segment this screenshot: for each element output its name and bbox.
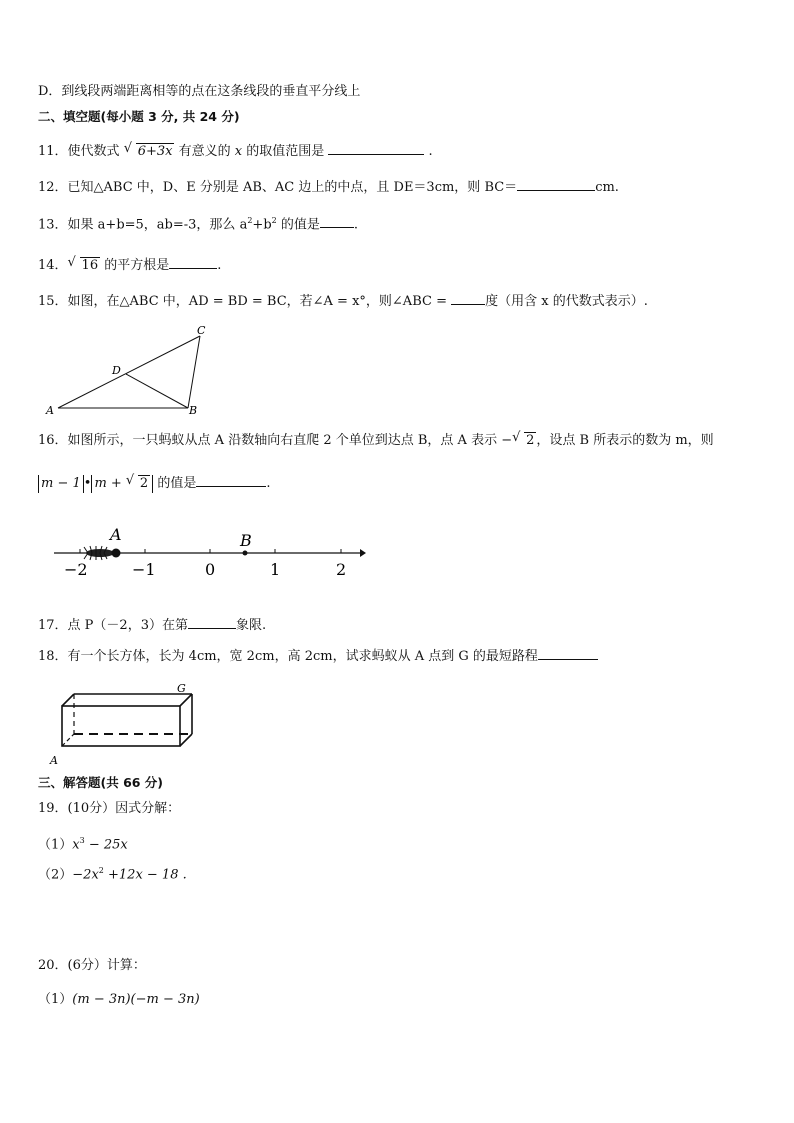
q17-answer-blank[interactable] [188, 614, 236, 629]
question-11 [38, 140, 433, 161]
q19-2-post: +12x − 18 . [103, 867, 187, 883]
q14-radical: √ 16 [67, 255, 99, 273]
q11-text: 11．使代数式 [38, 144, 124, 159]
q16-abs-1: m − 1 [38, 475, 84, 493]
tick-label-neg2: −2 [64, 560, 88, 579]
q15-text-2: 度（用含 x 的代数式表示）. [485, 294, 648, 309]
box-edge-top-left [62, 694, 74, 706]
question-19-part-1 [38, 832, 128, 854]
label-b: B [240, 531, 252, 550]
q19-2-label: （2） [38, 867, 73, 883]
question-17 [38, 614, 266, 635]
q11-radical: √ 6+3x [123, 141, 173, 159]
q13-text-2: 的值是 [276, 217, 320, 233]
q11-text-2: 有意义的 [178, 144, 235, 159]
q14-radicand: 16 [81, 258, 99, 273]
q19-1-post: − 25x [84, 837, 128, 853]
segment-bd [126, 374, 188, 408]
question-19-part-2 [38, 862, 187, 884]
q16-abs-2-text: m + [94, 476, 126, 491]
label-c: C [197, 324, 206, 337]
question-13 [38, 212, 358, 234]
section-solve-title: 三、解答题(共 66 分) [38, 775, 164, 790]
label-a: A [110, 525, 122, 544]
q16-abs-2 [91, 475, 153, 493]
q13-mid: +b [252, 217, 272, 233]
label-d: D [112, 364, 121, 377]
question-16-line-2 [38, 472, 270, 493]
q14-answer-blank[interactable] [169, 254, 217, 269]
q19-1-expr: x [72, 837, 80, 853]
section-fill-in-title: 二、填空题(每小题 3 分, 共 24 分) [38, 109, 240, 124]
q20-1-label: （1） [38, 992, 73, 1007]
q13-text: 13．如果 a+b=5，ab=-3，那么 a [38, 217, 248, 233]
q16-text-3: 的值是 [153, 476, 197, 491]
q14-text-2: 的平方根是 [100, 258, 170, 273]
side-bc [188, 336, 200, 408]
q16-dot: • [83, 476, 92, 491]
q13-exp-1: 2 [247, 216, 253, 225]
q13-end: . [353, 217, 359, 233]
box-edge-bottom-right [180, 734, 192, 746]
question-20: 20．(6分）计算： [38, 958, 146, 973]
side-ac [58, 336, 200, 408]
box-front-face [62, 706, 180, 746]
q16-radicand: 2 [526, 433, 535, 448]
label-a: A [46, 404, 54, 417]
tick-label-0: 0 [205, 560, 216, 579]
question-14 [38, 254, 221, 275]
q12-text: 12．已知△ABC 中，D、E 分别是 AB、AC 边上的中点，且 DE＝3cm，则 BC＝ [38, 180, 518, 195]
q19-1-exp: 3 [79, 836, 85, 845]
question-18 [38, 645, 598, 666]
q16-radicand-2: 2 [139, 476, 149, 491]
q19-1-label: （1） [38, 837, 73, 853]
q11-text-3: 的取值范围是 [242, 144, 325, 159]
tick-label-2: 2 [336, 560, 347, 579]
box-edge-top-right [180, 694, 192, 706]
box-hidden-edge-diagonal [62, 734, 74, 746]
box-figure [44, 680, 204, 768]
label-a: A [50, 754, 58, 767]
q17-end: 象限. [235, 618, 267, 633]
point-b [243, 551, 248, 556]
question-12 [38, 176, 619, 197]
q20-1-expr: (m − 3n)(−m − 3n) [72, 992, 200, 1007]
q16-text-2: ，设点 B 所表示的数为 m，则 [536, 433, 714, 448]
q11-var: x [234, 144, 243, 159]
q16-answer-blank[interactable] [196, 472, 266, 487]
ant-icon [84, 546, 121, 560]
axis-arrow [360, 549, 366, 557]
question-15 [38, 290, 648, 311]
q14-end: . [217, 258, 222, 273]
triangle-figure [40, 322, 220, 422]
option-d: D．到线段两端距离相等的点在这条线段的垂直平分线上 [38, 84, 361, 99]
q12-answer-blank[interactable] [517, 176, 595, 191]
q13-exp-2: 2 [271, 216, 277, 225]
q11-answer-blank[interactable] [328, 140, 424, 155]
q11-end: . [424, 144, 433, 159]
q15-answer-blank[interactable] [451, 290, 485, 305]
q16-radical-2: √ 2 [125, 473, 149, 491]
tick-label-1: 1 [270, 560, 281, 579]
number-line-figure [48, 522, 368, 582]
q12-end: cm. [595, 180, 619, 195]
q18-text: 18．有一个长方体，长为 4cm，宽 2cm，高 2cm，试求蚂蚁从 A 点到 G 的最短路程 [38, 649, 538, 664]
q16-end: . [266, 476, 271, 491]
question-20-part-1 [38, 991, 200, 1009]
q15-text: 15．如图，在△ABC 中，AD = BD = BC，若∠A = x°，则∠ABC = [38, 294, 452, 309]
q19-2-exp: 2 [98, 866, 104, 875]
q16-text: 16．如图所示，一只蚂蚁从点 A 沿数轴向右直爬 2 个单位到达点 B，点 A 表示 − [38, 433, 513, 448]
q13-answer-blank[interactable] [320, 213, 354, 228]
question-19: 19．(10分）因式分解： [38, 801, 181, 816]
label-g: G [177, 682, 186, 695]
q17-text: 17．点 P（－2，3）在第 [38, 618, 188, 633]
q16-radical: √ 2 [512, 430, 535, 448]
q19-2-expr: −2x [72, 867, 99, 883]
q18-answer-blank[interactable] [538, 645, 598, 660]
q14-text: 14． [38, 258, 68, 273]
question-16-line-1 [38, 432, 714, 450]
tick-label-neg1: −1 [132, 560, 156, 579]
q11-radicand: 6+3x [137, 144, 173, 159]
label-b: B [189, 404, 198, 417]
